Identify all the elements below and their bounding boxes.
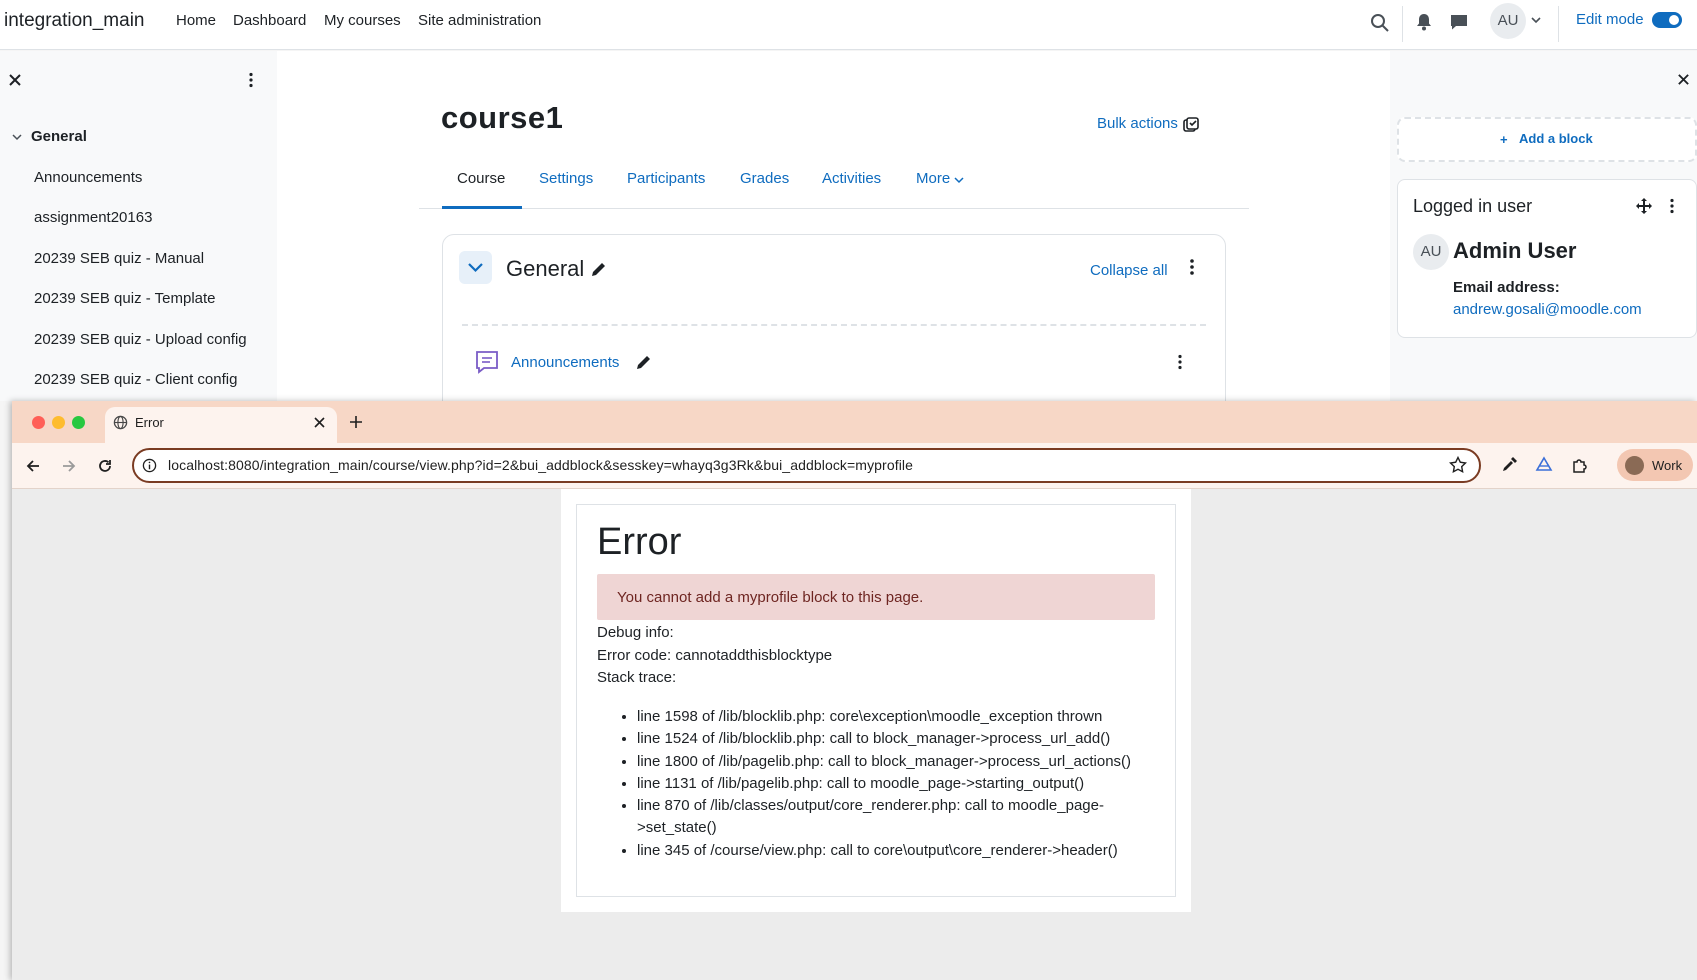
new-tab-icon[interactable]	[349, 415, 363, 429]
bell-icon[interactable]	[1414, 12, 1436, 34]
user-avatar[interactable]: AU	[1490, 3, 1526, 39]
drawer-item[interactable]: assignment20163	[34, 209, 153, 226]
tabs-divider	[419, 208, 1249, 209]
drawer-item[interactable]: 20239 SEB quiz - Manual	[34, 250, 205, 267]
tab-course[interactable]: Course	[457, 170, 506, 187]
stack-trace-list	[637, 706, 1157, 862]
bulk-actions-link[interactable]: Bulk actions	[1097, 115, 1178, 132]
plus-icon: +	[1500, 132, 1508, 147]
nav-site-administration[interactable]: Site administration	[418, 12, 542, 29]
add-block-label: Add a block	[1519, 131, 1593, 146]
tab-more[interactable]: More	[916, 170, 951, 187]
debug-info-label: Debug info:	[597, 624, 674, 641]
pencil-icon[interactable]	[590, 261, 607, 278]
kebab-menu-icon[interactable]	[1177, 354, 1183, 370]
minimize-window-button[interactable]	[52, 416, 65, 429]
email-link[interactable]: andrew.gosali@moodle.com	[1453, 301, 1642, 318]
tab-grades[interactable]: Grades	[740, 170, 790, 187]
extensions-icon[interactable]	[1571, 456, 1589, 474]
edit-mode-toggle[interactable]	[1652, 12, 1682, 28]
active-tab-indicator	[442, 206, 522, 209]
list-item: • line 1131 of /lib/pagelib.php: call to moodle_page->starting_output()	[637, 773, 1157, 795]
chevron-down-icon[interactable]	[1530, 14, 1542, 26]
list-item: • line 345 of /course/view.php: call to core\output\core_renderer->header()	[637, 840, 1157, 862]
block-title: Logged in user	[1413, 196, 1533, 216]
tab-title: Error	[135, 415, 164, 430]
forward-icon[interactable]	[61, 458, 77, 474]
drawer-item[interactable]: 20239 SEB quiz - Client config	[34, 371, 238, 388]
bulk-edit-icon[interactable]	[1183, 117, 1199, 133]
close-icon[interactable]	[1677, 73, 1690, 86]
nav-dashboard[interactable]: Dashboard	[233, 12, 307, 29]
maximize-window-button[interactable]	[72, 416, 85, 429]
list-item: • line 1598 of /lib/blocklib.php: core\exception\moodle_exception thrown	[637, 706, 1157, 728]
kebab-menu-icon[interactable]	[1189, 258, 1195, 276]
site-name[interactable]: integration_main	[4, 10, 145, 31]
drawer-item[interactable]: Announcements	[34, 169, 143, 186]
drawer-item[interactable]: 20239 SEB quiz - Upload config	[34, 331, 247, 348]
list-item: • line 870 of /lib/classes/output/core_renderer.php: call to moodle_page->set_state()	[637, 795, 1157, 840]
email-label: Email address:	[1453, 279, 1560, 296]
kebab-menu-icon[interactable]	[248, 72, 254, 88]
back-icon[interactable]	[25, 458, 41, 474]
section-collapse-button[interactable]	[459, 251, 492, 284]
messages-icon[interactable]	[1449, 12, 1471, 34]
close-window-button[interactable]	[32, 416, 45, 429]
bookmark-star-icon[interactable]	[1449, 456, 1467, 474]
tab-participants[interactable]: Participants	[627, 170, 706, 187]
globe-icon	[113, 415, 128, 430]
list-item: • line 1524 of /lib/blocklib.php: call to block_manager->process_url_add()	[637, 728, 1157, 750]
course-index-drawer	[0, 51, 277, 401]
stack-trace-label: Stack trace:	[597, 669, 677, 686]
tab-activities[interactable]: Activities	[822, 170, 882, 187]
collapse-all-link[interactable]: Collapse all	[1090, 262, 1168, 279]
move-icon[interactable]	[1636, 198, 1652, 214]
profile-avatar	[1625, 456, 1644, 475]
tab-settings[interactable]: Settings	[539, 170, 594, 187]
error-message: You cannot add a myprofile block to this page.	[617, 589, 924, 606]
error-heading: Error	[597, 521, 682, 563]
section-title: General	[506, 256, 585, 281]
edit-mode-label: Edit mode	[1576, 11, 1644, 28]
nav-home[interactable]: Home	[176, 12, 217, 29]
divider	[1558, 6, 1559, 42]
profile-label: Work	[1652, 458, 1683, 473]
kebab-menu-icon[interactable]	[1669, 198, 1675, 214]
user-name[interactable]: Admin User	[1453, 238, 1577, 263]
close-tab-icon[interactable]	[314, 417, 325, 428]
chevron-down-icon	[954, 175, 964, 185]
forum-icon	[474, 349, 500, 375]
page-title: course1	[441, 100, 564, 135]
activity-link[interactable]: Announcements	[511, 354, 620, 371]
avatar: AU	[1413, 234, 1449, 270]
chevron-down-icon[interactable]	[12, 132, 22, 142]
reload-icon[interactable]	[97, 458, 113, 474]
drawer-item[interactable]: 20239 SEB quiz - Template	[34, 290, 216, 307]
site-info-icon[interactable]	[142, 458, 157, 473]
divider	[1402, 6, 1403, 42]
pencil-icon[interactable]	[635, 354, 652, 371]
nav-my-courses[interactable]: My courses	[324, 12, 401, 29]
list-item: • line 1800 of /lib/pagelib.php: call to block_manager->process_url_actions()	[637, 751, 1157, 773]
divider	[462, 324, 1206, 326]
eyedropper-icon[interactable]	[1500, 456, 1518, 474]
url-text[interactable]: localhost:8080/integration_main/course/view.php?id=2&bui_addblock&sesskey=whayq3g3Rk&bui_addblock=myprofile	[168, 457, 914, 473]
drawer-section-general[interactable]: General	[31, 128, 87, 145]
drive-icon[interactable]	[1535, 456, 1553, 474]
close-icon[interactable]	[8, 73, 22, 87]
error-code: Error code: cannotaddthisblocktype	[597, 647, 833, 664]
search-icon[interactable]	[1369, 12, 1391, 34]
